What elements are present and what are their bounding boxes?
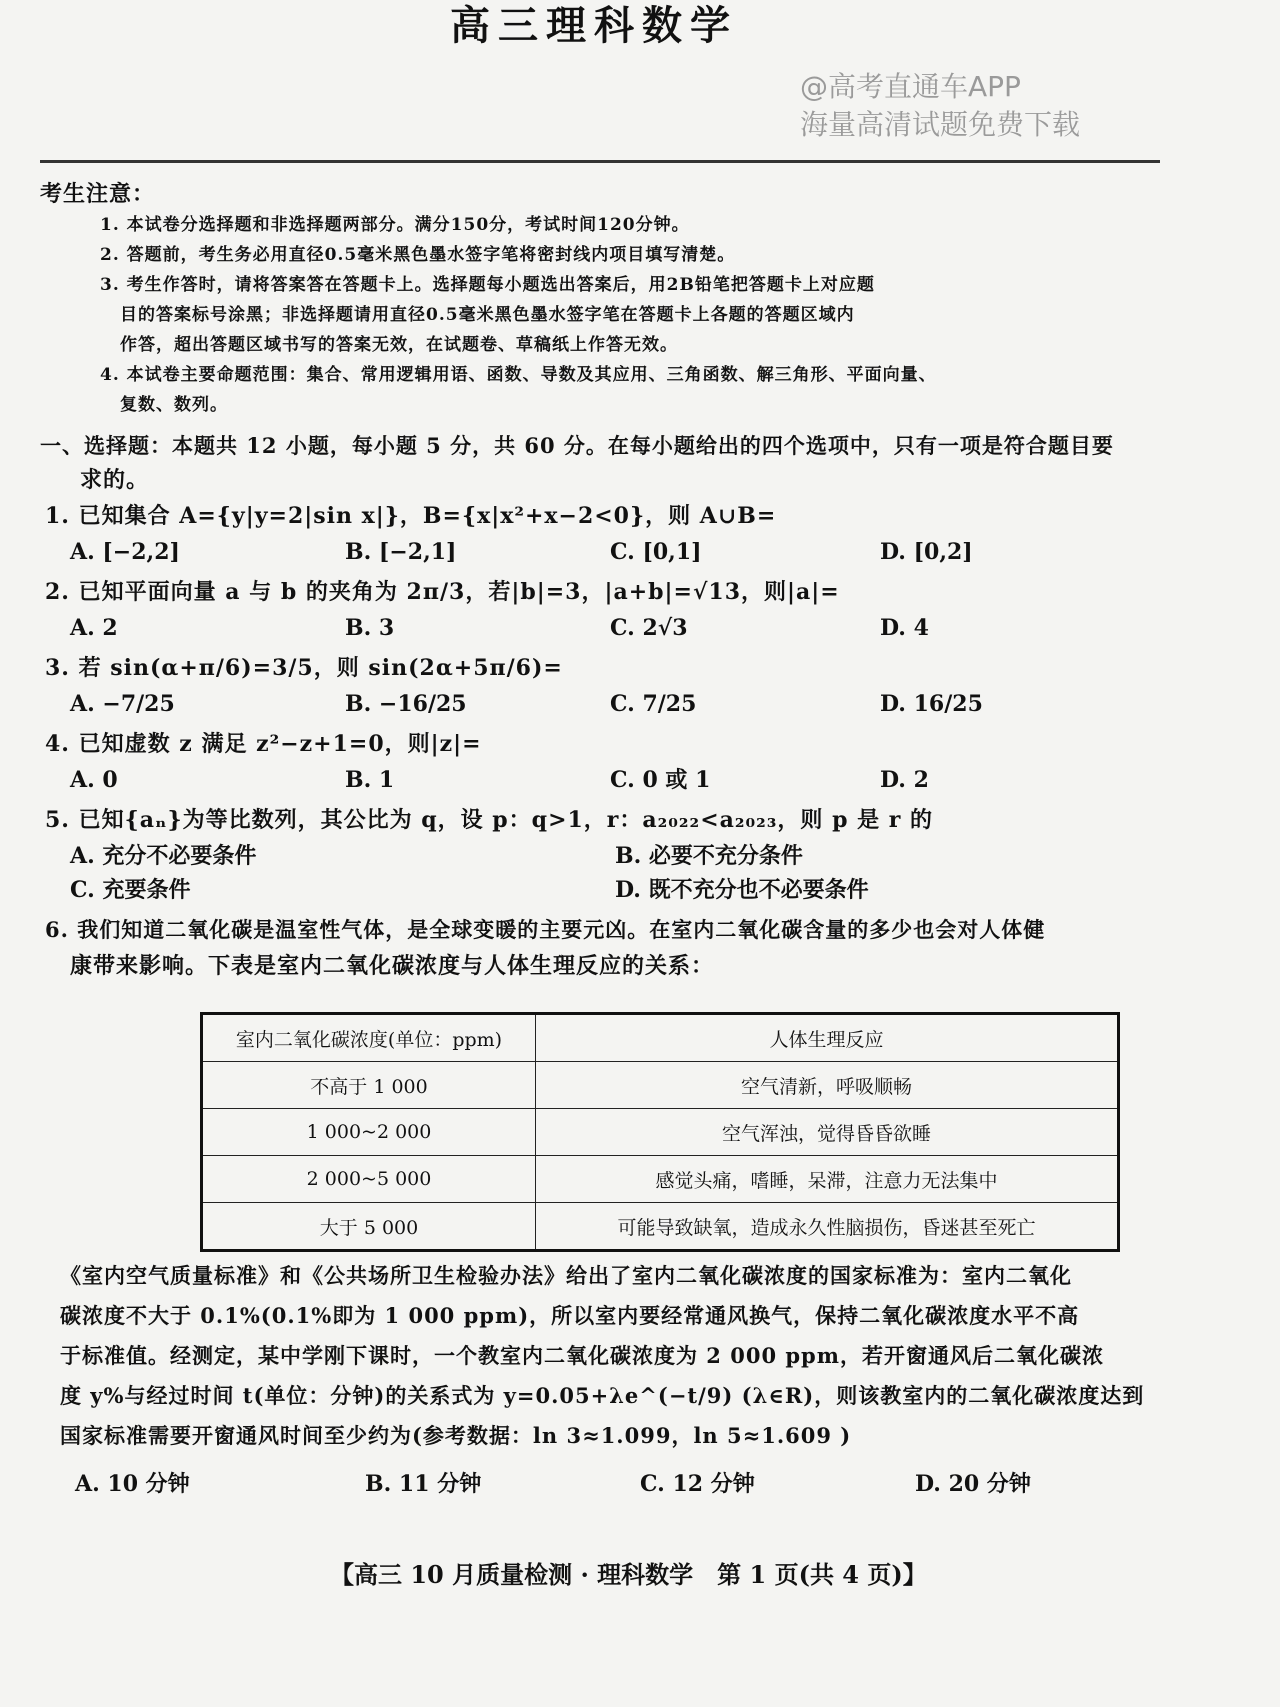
- notice-line: 2. 答题前，考生务必用直径0.5毫米黑色墨水签字笔将密封线内项目填写清楚。: [100, 245, 736, 265]
- q4-option-a: A. 0: [70, 767, 118, 793]
- section-heading-cont: 求的。: [80, 467, 150, 493]
- table-cell: 空气清新，呼吸顺畅: [536, 1062, 1119, 1109]
- q5-option-b: B. 必要不充分条件: [615, 843, 803, 869]
- notice-line: 4. 本试卷主要命题范围：集合、常用逻辑用语、函数、导数及其应用、三角函数、解三角形、平面向量、: [100, 365, 937, 385]
- table-cell: 2 000~5 000: [202, 1156, 536, 1203]
- q6-option-b: B. 11 分钟: [365, 1471, 482, 1497]
- q1-option-b: B. [−2,1]: [345, 539, 457, 565]
- q5-option-a: A. 充分不必要条件: [70, 843, 257, 869]
- q5-option-c: C. 充要条件: [70, 877, 191, 903]
- q2-option-a: A. 2: [70, 615, 118, 641]
- notice-line: 复数、数列。: [120, 395, 228, 415]
- q2-option-d: D. 4: [880, 615, 929, 641]
- table-row: [202, 1109, 1119, 1156]
- table-cell: 大于 5 000: [202, 1203, 536, 1251]
- q1-option-d: D. [0,2]: [880, 539, 973, 565]
- notice-heading: 考生注意：: [40, 181, 156, 207]
- table-row: [202, 1203, 1119, 1251]
- section-heading: 一、选择题：本题共 12 小题，每小题 5 分，共 60 分。在每小题给出的四个选项中，只有一项是符合题目要: [40, 433, 1114, 458]
- table-header: 室内二氧化碳浓度(单位：ppm): [202, 1014, 536, 1062]
- page-footer: 【高三 10 月质量检测 · 理科数学 第 1 页(共 4 页)】: [330, 1560, 927, 1589]
- divider: [40, 160, 1160, 163]
- table-cell: 1 000~2 000: [202, 1109, 536, 1156]
- q4-option-d: D. 2: [880, 767, 929, 793]
- table-header: 人体生理反应: [536, 1014, 1119, 1062]
- question-3: 3. 若 sin(α+π/6)=3/5，则 sin(2α+5π/6)=: [45, 655, 563, 681]
- q3-option-a: A. −7/25: [70, 691, 175, 717]
- watermark: 海量高清试题免费下载: [800, 108, 1081, 141]
- question-4: 4. 已知虚数 z 满足 z²−z+1=0，则|z|=: [45, 731, 482, 757]
- q6-text: 度 y%与经过时间 t(单位：分钟)的关系式为 y=0.05+λe^(−t/9) (λ∈R)，则该教室内的二氧化碳浓度达到: [60, 1383, 1145, 1408]
- q1-option-c: C. [0,1]: [610, 539, 702, 565]
- page-title: 高三理科数学: [450, 2, 738, 49]
- q6-text: 碳浓度不大于 0.1%(0.1%即为 1 000 ppm)，所以室内要经常通风换气，保持二氧化碳浓度水平不高: [60, 1303, 1080, 1328]
- q4-option-c: C. 0 或 1: [610, 767, 711, 793]
- question-5: 5. 已知{aₙ}为等比数列，其公比为 q，设 p：q>1，r：a₂₀₂₂<a₂₀₂₃，则 p 是 r 的: [45, 807, 934, 833]
- question-2: 2. 已知平面向量 a 与 b 的夹角为 2π/3，若|b|=3，|a+b|=√13，则|a|=: [45, 579, 840, 605]
- co2-table: [200, 1012, 1120, 1252]
- q3-option-d: D. 16/25: [880, 691, 983, 717]
- q3-option-b: B. −16/25: [345, 691, 467, 717]
- notice-line: 3. 考生作答时，请将答案答在答题卡上。选择题每小题选出答案后，用2B铅笔把答题卡上对应题: [100, 275, 875, 295]
- q3-option-c: C. 7/25: [610, 691, 697, 717]
- notice-line: 目的答案标号涂黑；非选择题请用直径0.5毫米黑色墨水签字笔在答题卡上各题的答题区域内: [120, 305, 855, 325]
- question-1: 1. 已知集合 A={y|y=2|sin x|}，B={x|x²+x−2<0}，则 A∪B=: [45, 503, 777, 529]
- q6-text: 《室内空气质量标准》和《公共场所卫生检验办法》给出了室内二氧化碳浓度的国家标准为：室内二氧化: [60, 1263, 1072, 1288]
- table-row: [202, 1062, 1119, 1109]
- table-cell: 不高于 1 000: [202, 1062, 536, 1109]
- watermark: @高考直通车APP: [800, 70, 1021, 103]
- q5-option-d: D. 既不充分也不必要条件: [615, 877, 869, 903]
- q1-option-a: A. [−2,2]: [70, 539, 180, 565]
- q6-text: 国家标准需要开窗通风时间至少约为(参考数据：ln 3≈1.099，ln 5≈1.609 ): [60, 1423, 852, 1448]
- q6-option-a: A. 10 分钟: [75, 1471, 190, 1497]
- table-header-row: [202, 1014, 1119, 1062]
- q2-option-c: C. 2√3: [610, 615, 688, 641]
- q4-option-b: B. 1: [345, 767, 395, 793]
- table-row: [202, 1156, 1119, 1203]
- notice-line: 作答，超出答题区域书写的答案无效，在试题卷、草稿纸上作答无效。: [120, 335, 678, 355]
- question-6: 6. 我们知道二氧化碳是温室性气体，是全球变暖的主要元凶。在室内二氧化碳含量的多少也会对人体健: [45, 917, 1046, 942]
- table-cell: 可能导致缺氧，造成永久性脑损伤，昏迷甚至死亡: [536, 1203, 1119, 1251]
- table-cell: 感觉头痛，嗜睡，呆滞，注意力无法集中: [536, 1156, 1119, 1203]
- q6-option-c: C. 12 分钟: [640, 1471, 755, 1497]
- q2-option-b: B. 3: [345, 615, 395, 641]
- q6-option-d: D. 20 分钟: [915, 1471, 1031, 1497]
- question-6-cont: 康带来影响。下表是室内二氧化碳浓度与人体生理反应的关系：: [70, 953, 715, 979]
- table-cell: 空气浑浊，觉得昏昏欲睡: [536, 1109, 1119, 1156]
- q6-text: 于标准值。经测定，某中学刚下课时，一个教室内二氧化碳浓度为 2 000 ppm，若开窗通风后二氧化碳浓: [60, 1343, 1104, 1368]
- notice-line: 1. 本试卷分选择题和非选择题两部分。满分150分，考试时间120分钟。: [100, 215, 690, 235]
